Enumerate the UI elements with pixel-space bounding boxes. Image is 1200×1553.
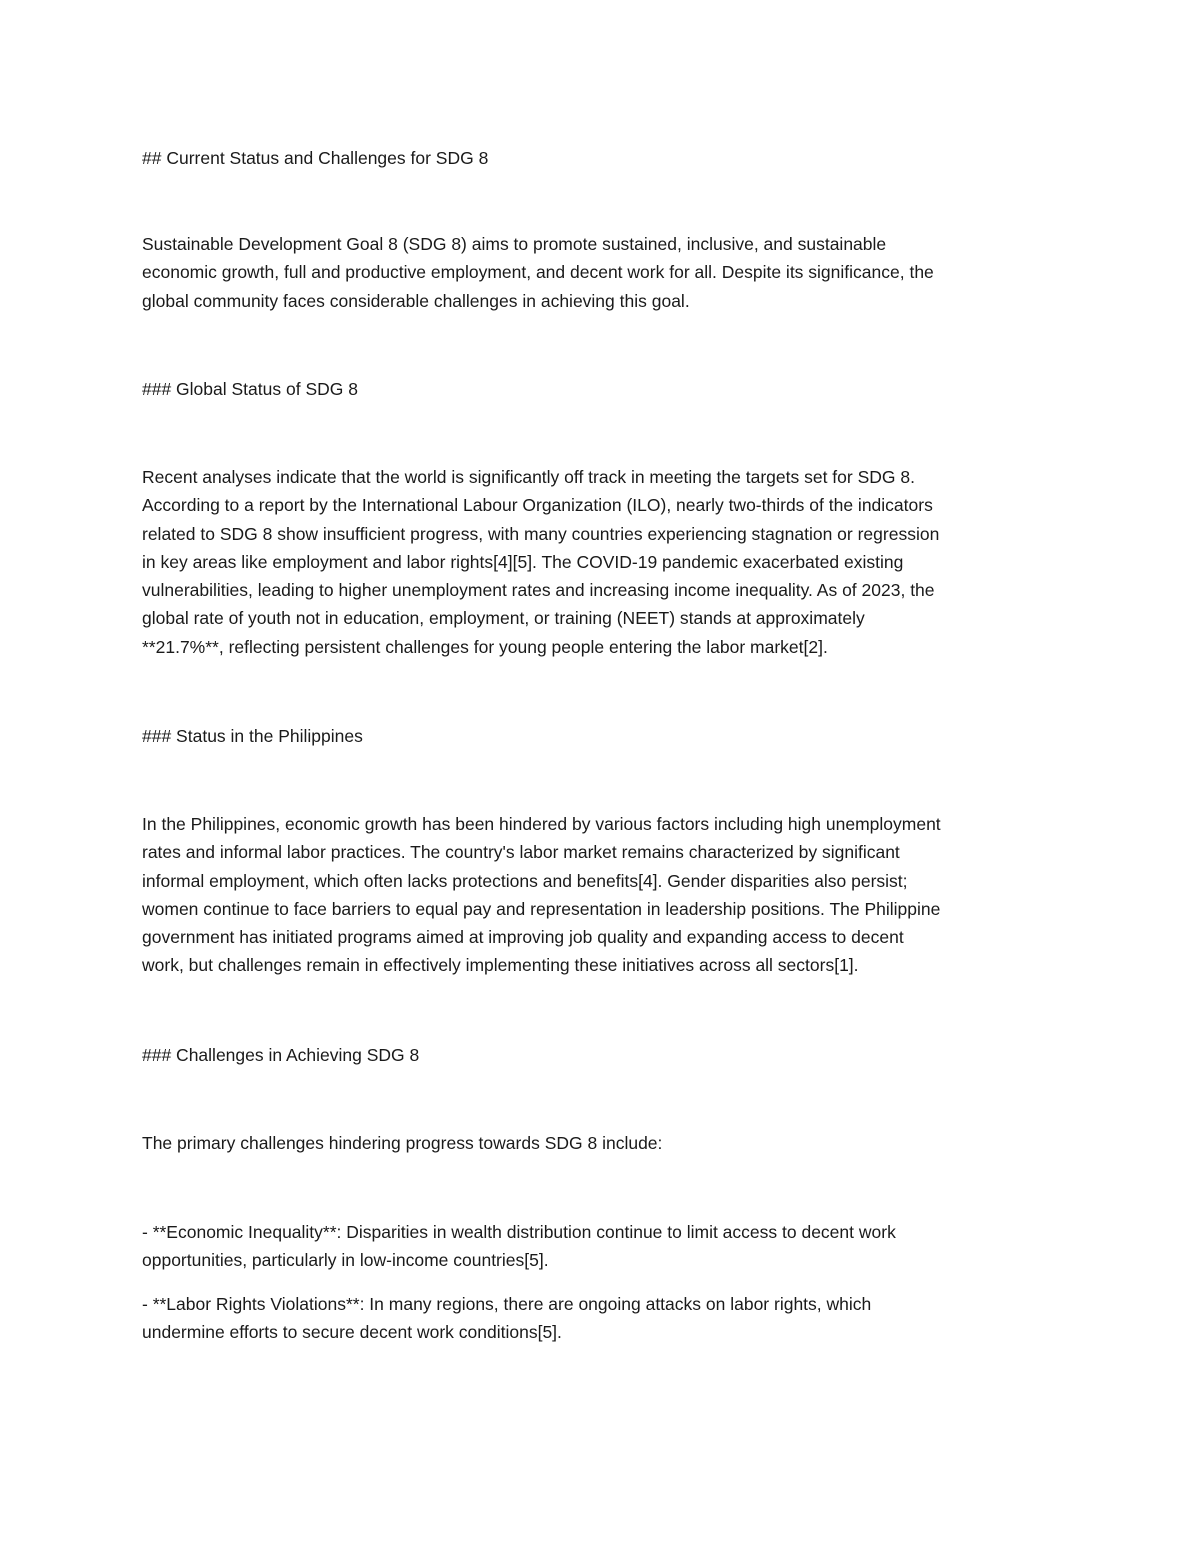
- paragraph-line: rates and informal labor practices. The country's labor market remains characterized by significant: [142, 842, 900, 863]
- heading-challenges: [142, 1041, 1062, 1069]
- paragraph-line: informal employment, which often lacks protections and benefits[4]. Gender disparities also persist;: [142, 870, 908, 891]
- heading-text: ### Global Status of SDG 8: [142, 379, 358, 399]
- paragraph-line: global community faces considerable challenges in achieving this goal.: [142, 290, 690, 311]
- heading-global-status: [142, 375, 1062, 403]
- philippines-paragraph: [142, 810, 1062, 980]
- paragraph-line: In the Philippines, economic growth has been hindered by various factors including high unemployment: [142, 814, 941, 834]
- heading-text: ### Challenges in Achieving SDG 8: [142, 1045, 420, 1065]
- paragraph-line: related to SDG 8 show insufficient progress, with many countries experiencing stagnation or regression: [142, 523, 940, 544]
- paragraph-line: women continue to face barriers to equal pay and representation in leadership positions. The Philippine: [142, 898, 941, 919]
- list-item-line: opportunities, particularly in low-income countries[5].: [142, 1250, 549, 1271]
- global-status-paragraph: [142, 463, 1062, 661]
- bullet-labor-rights: [142, 1290, 1062, 1347]
- paragraph-line: **21.7%**, reflecting persistent challenges for young people entering the labor market[2].: [142, 636, 828, 657]
- list-item-line: - **Economic Inequality**: Disparities in wealth distribution continue to limit access to decent work: [142, 1222, 896, 1242]
- paragraph-line: vulnerabilities, leading to higher unemployment rates and increasing income inequality. As of 2023, the: [142, 580, 935, 601]
- heading-philippines-status: [142, 722, 1062, 750]
- heading-current-status: [142, 144, 1062, 172]
- paragraph-line: global rate of youth not in education, employment, or training (NEET) stands at approximately: [142, 608, 865, 629]
- paragraph-line: Recent analyses indicate that the world is significantly off track in meeting the targets set for SDG 8.: [142, 467, 915, 487]
- paragraph-line: government has initiated programs aimed at improving job quality and expanding access to decent: [142, 927, 904, 948]
- paragraph-line: According to a report by the International Labour Organization (ILO), nearly two-thirds of the indicators: [142, 495, 933, 516]
- intro-paragraph: [142, 230, 1062, 315]
- bullet-economic-inequality: [142, 1218, 1062, 1275]
- paragraph-line: Sustainable Development Goal 8 (SDG 8) aims to promote sustained, inclusive, and sustainable: [142, 234, 887, 254]
- challenges-intro-paragraph: [142, 1129, 1062, 1157]
- heading-text: ### Status in the Philippines: [142, 726, 363, 746]
- paragraph-line: The primary challenges hindering progress towards SDG 8 include:: [142, 1133, 663, 1153]
- paragraph-line: in key areas like employment and labor rights[4][5]. The COVID-19 pandemic exacerbated existing: [142, 551, 904, 572]
- heading-text: ## Current Status and Challenges for SDG 8: [142, 148, 489, 168]
- list-item-line: undermine efforts to secure decent work conditions[5].: [142, 1322, 562, 1343]
- list-item-line: - **Labor Rights Violations**: In many regions, there are ongoing attacks on labor rights, which: [142, 1294, 872, 1314]
- paragraph-line: economic growth, full and productive employment, and decent work for all. Despite its significance, the: [142, 262, 934, 283]
- paragraph-line: work, but challenges remain in effectively implementing these initiatives across all sectors[1].: [142, 955, 859, 976]
